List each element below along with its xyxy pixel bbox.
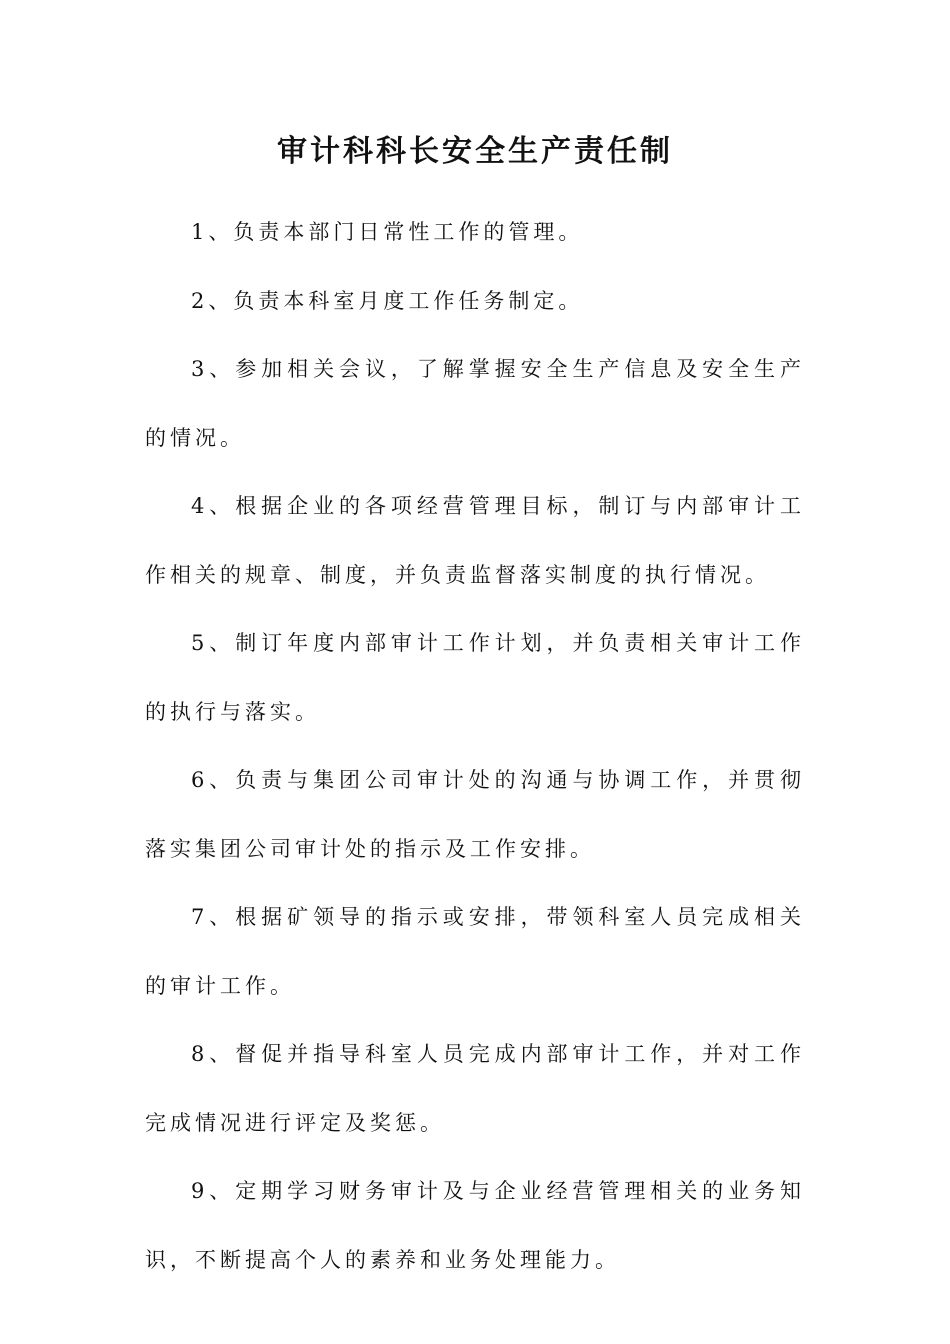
responsibility-item-2: 2、负责本科室月度工作任务制定。	[191, 288, 584, 313]
responsibility-item-5: 5、制订年度内部审计工作计划，并负责相关审计工作的执行与落实。	[145, 631, 805, 724]
responsibility-item-8: 8、督促并指导科室人员完成内部审计工作，并对工作完成情况进行评定及奖惩。	[145, 1042, 805, 1135]
responsibility-item-7: 7、根据矿领导的指示或安排，带领科室人员完成相关的审计工作。	[145, 905, 805, 998]
responsibility-item-4: 4、根据企业的各项经营管理目标，制订与内部审计工作相关的规章、制度，并负责监督落实制度的执行情况。	[145, 494, 805, 587]
responsibility-item-1: 1、负责本部门日常性工作的管理。	[191, 220, 584, 244]
responsibility-item-9: 9、定期学习财务审计及与企业经营管理相关的业务知识，不断提高个人的素养和业务处理能力。	[145, 1179, 805, 1272]
responsibility-list	[145, 198, 805, 1294]
responsibility-item-6: 6、负责与集团公司审计处的沟通与协调工作，并贯彻落实集团公司审计处的指示及工作安排。	[145, 768, 805, 861]
document-title: 审计科科长安全生产责任制	[277, 134, 673, 169]
responsibility-item-3: 3、参加相关会议，了解掌握安全生产信息及安全生产的情况。	[145, 357, 805, 450]
